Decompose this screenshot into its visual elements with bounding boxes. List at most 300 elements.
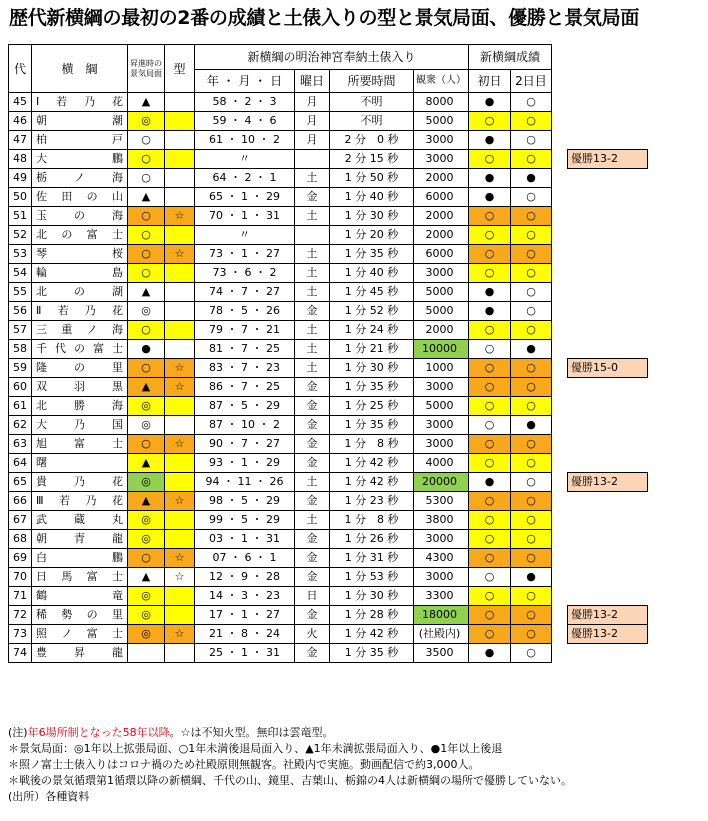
note-1: (注)年6場所制となった58年以降。☆は不知火型。無印は雲竜型。 xyxy=(8,726,334,739)
keiki-mark: ◎ xyxy=(128,625,165,644)
kata-mark: ☆ xyxy=(165,549,195,568)
day2-result: ○ xyxy=(511,606,552,625)
ceremony-weekday: 土 xyxy=(295,264,330,283)
ceremony-duration: 1 分 35 秒 xyxy=(330,644,414,663)
row-number: 46 xyxy=(9,112,32,131)
day2-result: ○ xyxy=(511,226,552,245)
crowd-count: 18000 xyxy=(414,606,469,625)
yokozuna-name: 北の湖 xyxy=(32,283,128,302)
table-row xyxy=(9,340,648,359)
day2-result: ○ xyxy=(511,93,552,112)
kata-mark xyxy=(165,587,195,606)
row-number: 63 xyxy=(9,435,32,454)
yokozuna-table xyxy=(8,44,648,663)
kata-mark xyxy=(165,93,195,112)
ceremony-duration: 2 分 0 秒 xyxy=(330,131,414,150)
header-meiji-group: 新横綱の明治神宮奉納土俵入り xyxy=(195,45,469,70)
ceremony-duration: 1 分 26 秒 xyxy=(330,530,414,549)
yokozuna-name: 栃ノ海 xyxy=(32,169,128,188)
crowd-count: 2000 xyxy=(414,226,469,245)
ceremony-date: 〃 xyxy=(195,150,295,169)
championship-note: 優勝13-2 xyxy=(568,150,648,169)
kata-mark: ☆ xyxy=(165,207,195,226)
ceremony-date: 59 ・ 4 ・ 6 xyxy=(195,112,295,131)
day2-result: ● xyxy=(511,568,552,587)
crowd-count: 3500 xyxy=(414,644,469,663)
ceremony-weekday: 金 xyxy=(295,302,330,321)
ceremony-weekday: 金 xyxy=(295,397,330,416)
day2-result: ○ xyxy=(511,245,552,264)
crowd-count: 10000 xyxy=(414,340,469,359)
ceremony-date: 98 ・ 5 ・ 29 xyxy=(195,492,295,511)
ceremony-duration: 不明 xyxy=(330,93,414,112)
yokozuna-name: 北勝海 xyxy=(32,397,128,416)
table-row xyxy=(9,397,648,416)
table-row xyxy=(9,511,648,530)
ceremony-duration: 1 分 30 秒 xyxy=(330,359,414,378)
crowd-count: 5000 xyxy=(414,302,469,321)
kata-mark xyxy=(165,530,195,549)
ceremony-date: 17 ・ 1 ・ 27 xyxy=(195,606,295,625)
crowd-count: 2000 xyxy=(414,321,469,340)
header-date: 年 ・ 月 ・ 日 xyxy=(195,70,295,93)
day1-result: ○ xyxy=(469,587,511,606)
table-row xyxy=(9,587,648,606)
kata-mark xyxy=(165,226,195,245)
yokozuna-name: 武蔵丸 xyxy=(32,511,128,530)
yokozuna-name: 稀勢の里 xyxy=(32,606,128,625)
keiki-mark: ○ xyxy=(128,150,165,169)
ceremony-weekday xyxy=(295,226,330,245)
ceremony-weekday: 金 xyxy=(295,568,330,587)
row-number: 53 xyxy=(9,245,32,264)
crowd-count: 2000 xyxy=(414,169,469,188)
ceremony-date: 94 ・ 11 ・ 26 xyxy=(195,473,295,492)
ceremony-date: 81 ・ 7 ・ 25 xyxy=(195,340,295,359)
ceremony-weekday: 土 xyxy=(295,359,330,378)
header-time: 所要時間 xyxy=(330,70,414,93)
day1-result: ○ xyxy=(469,454,511,473)
day1-result: ● xyxy=(469,473,511,492)
kata-mark: ☆ xyxy=(165,568,195,587)
yokozuna-name: Ⅲ若乃花 xyxy=(32,492,128,511)
day1-result: ● xyxy=(469,188,511,207)
ceremony-date: 93 ・ 1 ・ 29 xyxy=(195,454,295,473)
table-row xyxy=(9,416,648,435)
kata-mark xyxy=(165,340,195,359)
row-number: 71 xyxy=(9,587,32,606)
ceremony-date: 73 ・ 1 ・ 27 xyxy=(195,245,295,264)
row-number: 68 xyxy=(9,530,32,549)
ceremony-weekday: 金 xyxy=(295,549,330,568)
championship-note: 優勝13-2 xyxy=(568,625,648,644)
row-number: 55 xyxy=(9,283,32,302)
day2-result: ○ xyxy=(511,454,552,473)
ceremony-duration: 1 分 42 秒 xyxy=(330,625,414,644)
ceremony-weekday: 金 xyxy=(295,644,330,663)
crowd-count: 5000 xyxy=(414,112,469,131)
day1-result: ○ xyxy=(469,245,511,264)
table-row xyxy=(9,473,648,492)
day1-result: ○ xyxy=(469,416,511,435)
crowd-count: (社殿内) xyxy=(414,625,469,644)
day1-result: ○ xyxy=(469,435,511,454)
day2-result: ○ xyxy=(511,625,552,644)
keiki-mark: ◎ xyxy=(128,511,165,530)
ceremony-duration: 1 分 8 秒 xyxy=(330,511,414,530)
keiki-mark: ◎ xyxy=(128,473,165,492)
yokozuna-name: 北の富士 xyxy=(32,226,128,245)
ceremony-weekday: 金 xyxy=(295,378,330,397)
keiki-mark: ○ xyxy=(128,435,165,454)
row-number: 65 xyxy=(9,473,32,492)
championship-note: 優勝13-2 xyxy=(568,606,648,625)
kata-mark: ☆ xyxy=(165,625,195,644)
row-number: 60 xyxy=(9,378,32,397)
day2-result: ○ xyxy=(511,112,552,131)
day1-result: ○ xyxy=(469,549,511,568)
header-youbi: 曜日 xyxy=(295,70,330,93)
keiki-mark: ○ xyxy=(128,226,165,245)
note-4: ＊戦後の景気循環第1循環以降の新横綱、千代の山、鏡里、吉葉山、栃錦の4人は新横綱の場所で優勝していない。 xyxy=(8,774,572,787)
yokozuna-name: 輪 島 xyxy=(32,264,128,283)
ceremony-date: 78 ・ 5 ・ 26 xyxy=(195,302,295,321)
ceremony-duration: 1 分 25 秒 xyxy=(330,397,414,416)
day2-result: ○ xyxy=(511,435,552,454)
ceremony-date: 61 ・ 10 ・ 2 xyxy=(195,131,295,150)
day1-result: ○ xyxy=(469,625,511,644)
crowd-count: 6000 xyxy=(414,245,469,264)
table-row xyxy=(9,169,648,188)
ceremony-duration: 1 分 53 秒 xyxy=(330,568,414,587)
yokozuna-name: 旭富士 xyxy=(32,435,128,454)
day1-result: ○ xyxy=(469,359,511,378)
ceremony-duration: 不明 xyxy=(330,112,414,131)
note-5: (出所）各種資料 xyxy=(8,790,90,803)
table-row xyxy=(9,378,648,397)
day2-result: ○ xyxy=(511,549,552,568)
ceremony-duration: 1 分 50 秒 xyxy=(330,169,414,188)
crowd-count: 4000 xyxy=(414,454,469,473)
day1-result: ○ xyxy=(469,606,511,625)
row-number: 74 xyxy=(9,644,32,663)
ceremony-weekday: 土 xyxy=(295,340,330,359)
ceremony-date: 74 ・ 7 ・ 27 xyxy=(195,283,295,302)
ceremony-duration: 1 分 8 秒 xyxy=(330,435,414,454)
kata-mark xyxy=(165,283,195,302)
ceremony-weekday: 火 xyxy=(295,625,330,644)
row-number: 49 xyxy=(9,169,32,188)
ceremony-date: 87 ・ 5 ・ 29 xyxy=(195,397,295,416)
day1-result: ● xyxy=(469,131,511,150)
crowd-count: 3000 xyxy=(414,416,469,435)
ceremony-date: 07 ・ 6 ・ 1 xyxy=(195,549,295,568)
ceremony-duration: 1 分 24 秒 xyxy=(330,321,414,340)
day1-result: ● xyxy=(469,302,511,321)
keiki-mark: ○ xyxy=(128,321,165,340)
row-number: 64 xyxy=(9,454,32,473)
yokozuna-name: 曙 xyxy=(32,454,128,473)
day2-result: ○ xyxy=(511,587,552,606)
kata-mark xyxy=(165,606,195,625)
row-number: 73 xyxy=(9,625,32,644)
ceremony-date: 25 ・ 1 ・ 31 xyxy=(195,644,295,663)
table-row xyxy=(9,321,648,340)
ceremony-weekday: 土 xyxy=(295,169,330,188)
table-row xyxy=(9,150,648,169)
crowd-count: 5000 xyxy=(414,283,469,302)
ceremony-date: 99 ・ 5 ・ 29 xyxy=(195,511,295,530)
header-day1: 初日 xyxy=(469,70,511,93)
crowd-count: 2000 xyxy=(414,207,469,226)
table-row xyxy=(9,112,648,131)
ceremony-weekday: 土 xyxy=(295,321,330,340)
ceremony-date: 90 ・ 7 ・ 27 xyxy=(195,435,295,454)
day2-result: ○ xyxy=(511,530,552,549)
yokozuna-name: 琴 桜 xyxy=(32,245,128,264)
kata-mark: ☆ xyxy=(165,378,195,397)
row-number: 66 xyxy=(9,492,32,511)
day2-result: ○ xyxy=(511,283,552,302)
day1-result: ● xyxy=(469,169,511,188)
day1-result: ● xyxy=(469,283,511,302)
kata-mark xyxy=(165,321,195,340)
crowd-count: 3000 xyxy=(414,378,469,397)
row-number: 50 xyxy=(9,188,32,207)
keiki-mark: ○ xyxy=(128,131,165,150)
ceremony-weekday: 金 xyxy=(295,188,330,207)
ceremony-duration: 1 分 42 秒 xyxy=(330,454,414,473)
ceremony-date: 65 ・ 1 ・ 29 xyxy=(195,188,295,207)
yokozuna-name: 朝青龍 xyxy=(32,530,128,549)
table-row xyxy=(9,568,648,587)
header-day2: 2日目 xyxy=(511,70,552,93)
keiki-mark: ▲ xyxy=(128,283,165,302)
day2-result: ○ xyxy=(511,150,552,169)
ceremony-date: 〃 xyxy=(195,226,295,245)
keiki-mark: ▲ xyxy=(128,93,165,112)
day1-result: ○ xyxy=(469,511,511,530)
kata-mark xyxy=(165,131,195,150)
table-row xyxy=(9,492,648,511)
kata-mark xyxy=(165,644,195,663)
table-row xyxy=(9,454,648,473)
ceremony-weekday: 金 xyxy=(295,416,330,435)
ceremony-duration: 1 分 40 秒 xyxy=(330,188,414,207)
yokozuna-name: 鶴 竜 xyxy=(32,587,128,606)
header-yokozuna: 横 綱 xyxy=(32,45,128,93)
ceremony-date: 58 ・ 2 ・ 3 xyxy=(195,93,295,112)
keiki-mark: ▲ xyxy=(128,378,165,397)
day1-result: ● xyxy=(469,93,511,112)
table-row xyxy=(9,207,648,226)
keiki-mark: ● xyxy=(128,340,165,359)
ceremony-weekday: 金 xyxy=(295,454,330,473)
row-number: 45 xyxy=(9,93,32,112)
day2-result: ○ xyxy=(511,207,552,226)
day2-result: ● xyxy=(511,416,552,435)
table-row xyxy=(9,264,648,283)
ceremony-duration: 1 分 40 秒 xyxy=(330,264,414,283)
crowd-count: 3800 xyxy=(414,511,469,530)
crowd-count: 3000 xyxy=(414,131,469,150)
keiki-mark: ○ xyxy=(128,549,165,568)
day1-result: ○ xyxy=(469,568,511,587)
table-row xyxy=(9,549,648,568)
yokozuna-name: Ⅱ若乃花 xyxy=(32,302,128,321)
row-number: 59 xyxy=(9,359,32,378)
kata-mark xyxy=(165,169,195,188)
day2-result: ○ xyxy=(511,188,552,207)
day1-result: ○ xyxy=(469,207,511,226)
day1-result: ○ xyxy=(469,378,511,397)
table-row xyxy=(9,359,648,378)
keiki-mark: ◎ xyxy=(128,416,165,435)
keiki-mark: ○ xyxy=(128,169,165,188)
kata-mark xyxy=(165,112,195,131)
ceremony-weekday xyxy=(295,150,330,169)
ceremony-weekday: 月 xyxy=(295,112,330,131)
table-row xyxy=(9,644,648,663)
kata-mark xyxy=(165,416,195,435)
keiki-mark: ◎ xyxy=(128,587,165,606)
yokozuna-name: 豊昇龍 xyxy=(32,644,128,663)
header-seiseki-group: 新横綱成績 xyxy=(469,45,552,70)
ceremony-duration: 1 分 20 秒 xyxy=(330,226,414,245)
ceremony-weekday: 土 xyxy=(295,473,330,492)
yokozuna-name: 貴乃花 xyxy=(32,473,128,492)
kata-mark: ☆ xyxy=(165,245,195,264)
keiki-mark: ◎ xyxy=(128,302,165,321)
keiki-mark: ◎ xyxy=(128,606,165,625)
day2-result: ○ xyxy=(511,302,552,321)
yokozuna-name: 朝 潮 xyxy=(32,112,128,131)
championship-note: 優勝13-2 xyxy=(568,473,648,492)
kata-mark: ☆ xyxy=(165,435,195,454)
yokozuna-name: 大乃国 xyxy=(32,416,128,435)
table-row xyxy=(9,188,648,207)
table-row xyxy=(9,625,648,644)
ceremony-date: 12 ・ 9 ・ 28 xyxy=(195,568,295,587)
day1-result: ○ xyxy=(469,492,511,511)
keiki-mark: ▲ xyxy=(128,568,165,587)
table-row xyxy=(9,226,648,245)
crowd-count: 4300 xyxy=(414,549,469,568)
row-number: 57 xyxy=(9,321,32,340)
day1-result: ○ xyxy=(469,112,511,131)
kata-mark xyxy=(165,188,195,207)
ceremony-date: 64 ・ 2 ・ 1 xyxy=(195,169,295,188)
day1-result: ○ xyxy=(469,530,511,549)
crowd-count: 3000 xyxy=(414,530,469,549)
ceremony-duration: 1 分 28 秒 xyxy=(330,606,414,625)
row-number: 56 xyxy=(9,302,32,321)
ceremony-weekday: 土 xyxy=(295,511,330,530)
crowd-count: 3000 xyxy=(414,150,469,169)
ceremony-weekday: 土 xyxy=(295,283,330,302)
yokozuna-name: 双羽黒 xyxy=(32,378,128,397)
crowd-count: 3000 xyxy=(414,568,469,587)
kata-mark xyxy=(165,511,195,530)
yokozuna-name: 千代の富士 xyxy=(32,340,128,359)
ceremony-duration: 1 分 35 秒 xyxy=(330,245,414,264)
keiki-mark: ◎ xyxy=(128,530,165,549)
keiki-mark: ▲ xyxy=(128,188,165,207)
day2-result: ○ xyxy=(511,359,552,378)
day2-result: ● xyxy=(511,340,552,359)
kata-mark xyxy=(165,302,195,321)
day2-result: ○ xyxy=(511,321,552,340)
yokozuna-name: 玉の海 xyxy=(32,207,128,226)
keiki-mark: ◎ xyxy=(128,112,165,131)
ceremony-weekday: 日 xyxy=(295,587,330,606)
day1-result: ○ xyxy=(469,264,511,283)
ceremony-duration: 1 分 30 秒 xyxy=(330,587,414,606)
crowd-count: 1000 xyxy=(414,359,469,378)
day2-result: ○ xyxy=(511,473,552,492)
table-row xyxy=(9,435,648,454)
table-row xyxy=(9,606,648,625)
day2-result: ○ xyxy=(511,644,552,663)
day2-result: ○ xyxy=(511,131,552,150)
ceremony-duration: 1 分 31 秒 xyxy=(330,549,414,568)
crowd-count: 3000 xyxy=(414,264,469,283)
row-number: 48 xyxy=(9,150,32,169)
ceremony-duration: 1 分 52 秒 xyxy=(330,302,414,321)
header-dai: 代 xyxy=(9,45,32,93)
crowd-count: 5300 xyxy=(414,492,469,511)
row-number: 72 xyxy=(9,606,32,625)
ceremony-date: 83 ・ 7 ・ 23 xyxy=(195,359,295,378)
day2-result: ○ xyxy=(511,492,552,511)
ceremony-date: 79 ・ 7 ・ 21 xyxy=(195,321,295,340)
ceremony-weekday: 金 xyxy=(295,435,330,454)
day1-result: ○ xyxy=(469,321,511,340)
table-row xyxy=(9,302,648,321)
keiki-mark: ◎ xyxy=(128,397,165,416)
kata-mark xyxy=(165,150,195,169)
keiki-mark xyxy=(128,644,165,663)
crowd-count: 6000 xyxy=(414,188,469,207)
day2-result: ○ xyxy=(511,378,552,397)
row-number: 51 xyxy=(9,207,32,226)
day1-result: ● xyxy=(469,644,511,663)
ceremony-date: 87 ・ 10 ・ 2 xyxy=(195,416,295,435)
ceremony-date: 21 ・ 8 ・ 24 xyxy=(195,625,295,644)
yokozuna-name: 日馬富士 xyxy=(32,568,128,587)
day2-result: ○ xyxy=(511,511,552,530)
crowd-count: 20000 xyxy=(414,473,469,492)
row-number: 47 xyxy=(9,131,32,150)
kata-mark xyxy=(165,454,195,473)
table-row xyxy=(9,245,648,264)
crowd-count: 5000 xyxy=(414,397,469,416)
ceremony-weekday: 金 xyxy=(295,492,330,511)
row-number: 62 xyxy=(9,416,32,435)
ceremony-duration: 1 分 30 秒 xyxy=(330,207,414,226)
day1-result: ○ xyxy=(469,150,511,169)
table-row xyxy=(9,283,648,302)
yokozuna-name: 隆の里 xyxy=(32,359,128,378)
ceremony-duration: 1 分 35 秒 xyxy=(330,416,414,435)
ceremony-weekday: 土 xyxy=(295,245,330,264)
header-crowd: 観衆（人） xyxy=(414,70,469,93)
page-title: 歴代新横綱の最初の2番の成績と土俵入りの型と景気局面、優勝と景気局面 xyxy=(9,7,640,29)
ceremony-duration: 1 分 21 秒 xyxy=(330,340,414,359)
ceremony-duration: 1 分 23 秒 xyxy=(330,492,414,511)
row-number: 67 xyxy=(9,511,32,530)
ceremony-weekday: 土 xyxy=(295,207,330,226)
